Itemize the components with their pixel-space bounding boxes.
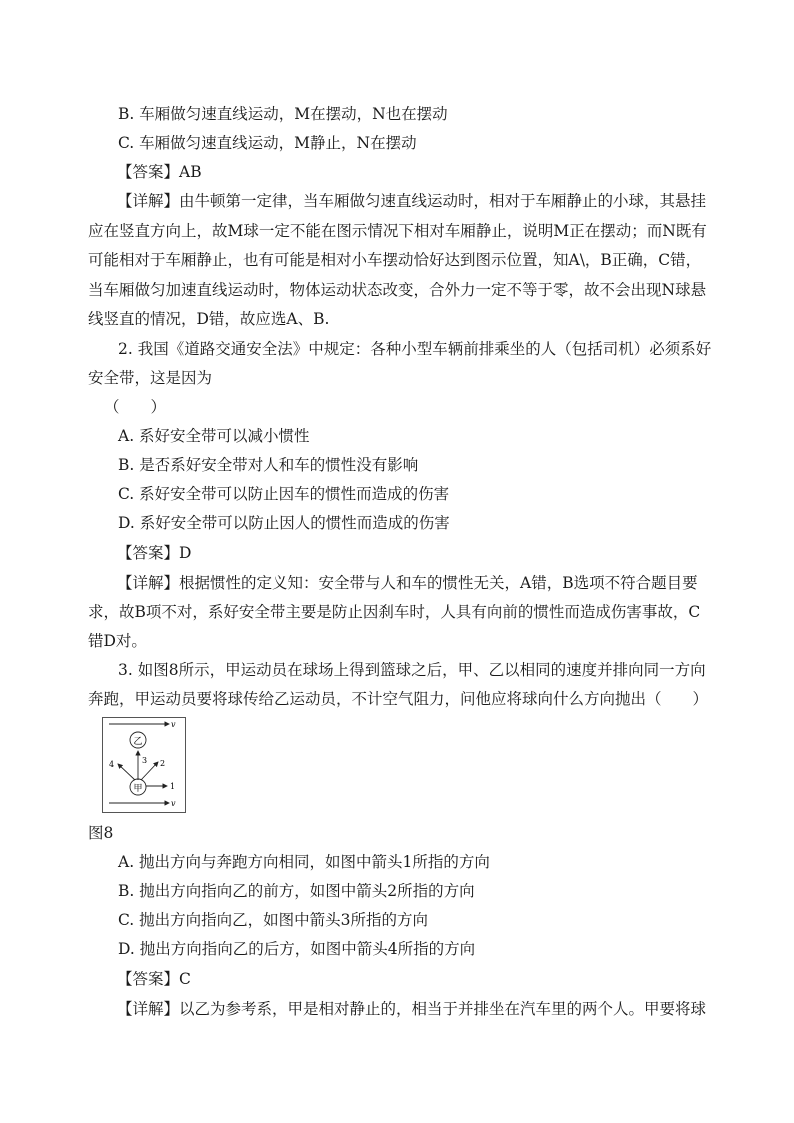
answer-value: AB bbox=[179, 163, 202, 181]
players-diagram bbox=[103, 718, 185, 812]
explanation-q1-line5: 线竖直的情况，D错，故应选A、B. bbox=[88, 310, 330, 328]
answer-q1 bbox=[117, 162, 202, 182]
answer-value: C bbox=[179, 970, 191, 988]
arrow-1-label: 1 bbox=[170, 782, 176, 791]
option-c-q2: C. 系好安全带可以防止因车的惯性而造成的伤害 bbox=[118, 485, 450, 503]
velocity-label-top: v bbox=[171, 720, 176, 729]
explanation-label: 【详解】 bbox=[117, 1000, 180, 1018]
question-3-line1: 3. 如图8所示，甲运动员在球场上得到篮球之后，甲、乙以相同的速度并排向同一方向 bbox=[118, 661, 706, 679]
explanation-q3-line1: 【详解】以乙为参考系，甲是相对静止的，相当于并排坐在汽车里的两个人。甲要将球 bbox=[117, 1000, 707, 1018]
option-a-q3: A. 抛出方向与奔跑方向相同，如图中箭头1所指的方向 bbox=[118, 853, 490, 871]
explanation-q1-line1: 【详解】由牛顿第一定律，当车厢做匀速直线运动时，相对于车厢静止的小球，其悬挂 bbox=[117, 192, 707, 210]
velocity-label-bottom: v bbox=[171, 799, 176, 808]
question-2-line1: 2. 我国《道路交通安全法》中规定：各种小型车辆前排乘坐的人（包括司机）必须系好 bbox=[118, 340, 712, 358]
arrow-2-label: 2 bbox=[160, 759, 166, 768]
explanation-q2-line1: 【详解】根据惯性的定义知：安全带与人和车的惯性无关，A错，B选项不符合题目要 bbox=[117, 574, 698, 592]
answer-q3 bbox=[117, 969, 191, 989]
option-a-q2: A. 系好安全带可以减小惯性 bbox=[118, 427, 310, 445]
arrow-4 bbox=[118, 764, 135, 780]
explanation-label: 【详解】 bbox=[117, 192, 180, 210]
figure-caption: 图8 bbox=[88, 824, 114, 842]
arrow-3-label: 3 bbox=[142, 756, 148, 765]
question-2-bracket: （ ） bbox=[104, 398, 167, 416]
answer-q2 bbox=[117, 543, 191, 563]
question-3-line2: 奔跑，甲运动员要将球传给乙运动员，不计空气阻力，问他应将球向什么方向抛出（ ） bbox=[88, 690, 709, 708]
option-b-q3: B. 抛出方向指向乙的前方，如图中箭头2所指的方向 bbox=[118, 882, 475, 900]
option-b-q1: B. 车厢做匀速直线运动，M在摆动，N也在摆动 bbox=[118, 105, 448, 123]
explanation-label: 【详解】 bbox=[117, 574, 180, 592]
player-jia-label: 甲 bbox=[133, 784, 143, 794]
explanation-q1-line2: 应在竖直方向上，故M球一定不能在图示情况下相对车厢静止，说明M正在摆动；而N既有 bbox=[88, 222, 707, 240]
option-d-q2: D. 系好安全带可以防止因人的惯性而造成的伤害 bbox=[118, 514, 450, 532]
explanation-q2-line2: 求，故B项不对，系好安全带主要是防止因刹车时，人具有向前的惯性而造成伤害事故，C bbox=[88, 603, 701, 621]
explanation-q2-line3: 错D对。 bbox=[88, 632, 147, 650]
option-c-q3: C. 抛出方向指向乙，如图中箭头3所指的方向 bbox=[118, 911, 429, 929]
answer-label: 【答案】 bbox=[117, 544, 180, 562]
question-2-line2: 安全带，这是因为 bbox=[88, 369, 213, 387]
option-d-q3: D. 抛出方向指向乙的后方，如图中箭头4所指的方向 bbox=[118, 940, 476, 958]
explanation-q1-line3: 可能相对于车厢静止，也有可能是相对小车摆动恰好达到图示位置，知A\，B正确，C错， bbox=[88, 251, 702, 269]
figure-8-diagram bbox=[102, 717, 186, 813]
answer-value: D bbox=[179, 544, 192, 562]
answer-label: 【答案】 bbox=[117, 163, 180, 181]
arrow-4-label: 4 bbox=[109, 760, 115, 769]
explanation-q1-line4: 当车厢做匀加速直线运动时，物体运动状态改变，合外力一定不等于零，故不会出现N球悬 bbox=[88, 281, 707, 299]
answer-label: 【答案】 bbox=[117, 970, 180, 988]
player-yi-label: 乙 bbox=[133, 737, 143, 747]
option-b-q2: B. 是否系好安全带对人和车的惯性没有影响 bbox=[118, 456, 419, 474]
option-c-q1: C. 车厢做匀速直线运动，M静止，N在摆动 bbox=[118, 134, 417, 152]
